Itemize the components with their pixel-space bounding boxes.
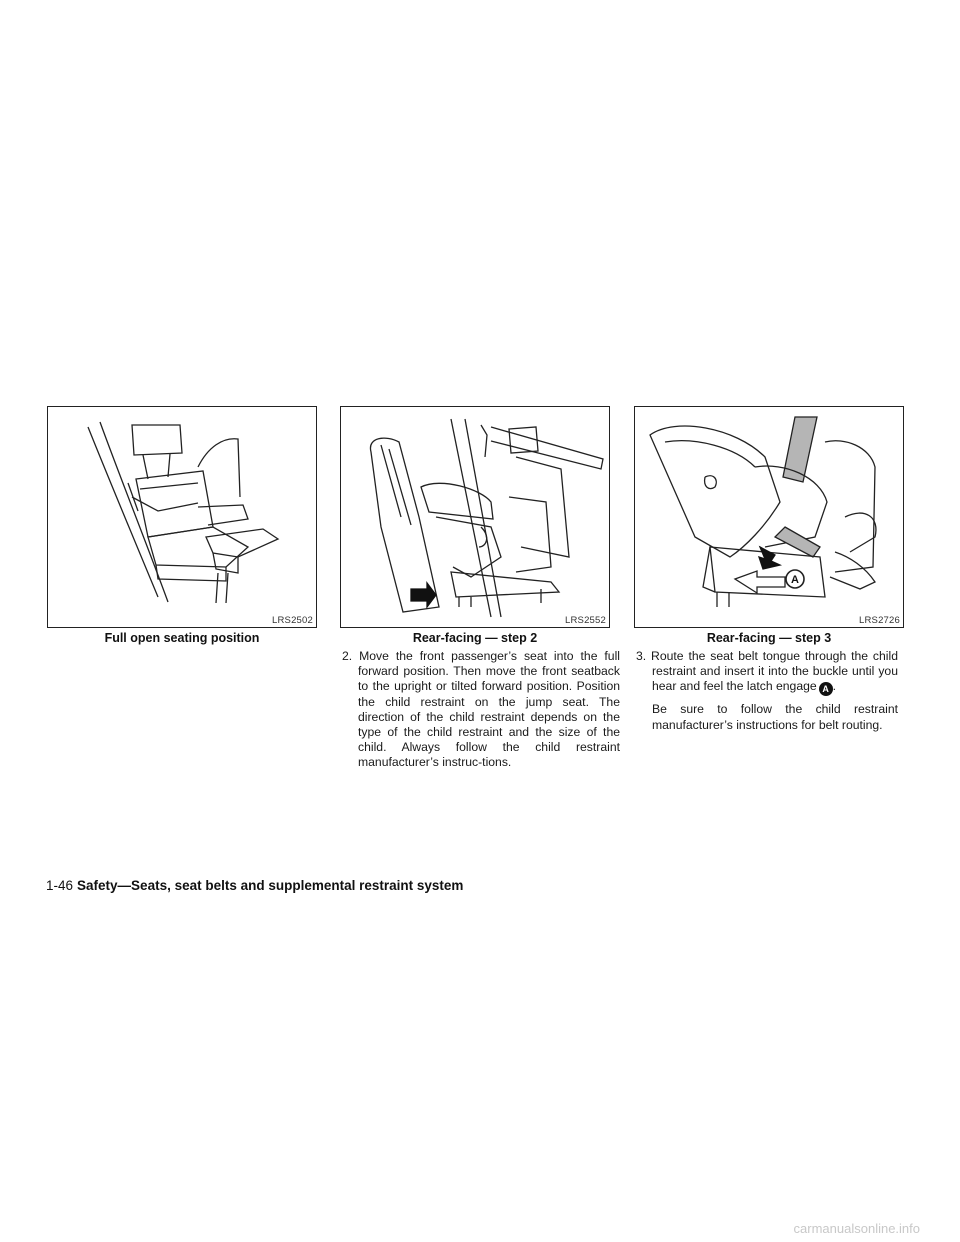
figure-rear-facing-step-3 — [634, 406, 904, 628]
page-number: 1-46 — [46, 878, 74, 893]
figure-rear-facing-step-2 — [340, 406, 610, 628]
figure-caption: Full open seating position — [104, 631, 260, 645]
figure-full-open-seating — [47, 406, 317, 628]
rear-jump-seat-illustration-icon — [48, 407, 316, 627]
step-2-paragraph: 2. Move the front passenger’s seat into the full forward position. Then move the front seatback to the upright or tilted forward position. Position the child restraint on the jump seat. The direction of the child restraint depends on the type of the child restraint and the size of the child. Always follow the child restraint manufacturer’s instruc-tions. — [342, 649, 620, 770]
figure-code: LRS2502 — [271, 615, 313, 626]
step-3-end: . — [832, 679, 837, 694]
step-3-note: Be sure to follow the child restraint manufacturer’s instructions for belt routing. — [652, 702, 898, 732]
figure-code: LRS2726 — [858, 615, 900, 626]
seat-belt-buckle-illustration-icon — [635, 407, 903, 627]
step-3-block — [636, 649, 898, 733]
page-footer — [46, 878, 463, 893]
svg-text:A: A — [791, 574, 799, 586]
figure-caption: Rear-facing — step 3 — [706, 631, 832, 645]
figure-code: LRS2552 — [564, 615, 606, 626]
figure-caption: Rear-facing — step 2 — [412, 631, 538, 645]
step-3-text: 3. Route the seat belt tongue through the child restraint and insert it into the buckle until you hear and feel the latch engage — [636, 649, 898, 694]
step-3-paragraph — [636, 649, 898, 696]
watermark: carmanualsonline.info — [793, 1221, 920, 1236]
section-title: Safety—Seats, seat belts and supplemental restraint system — [77, 878, 464, 893]
child-restraint-front-seat-illustration-icon — [341, 407, 609, 627]
callout-a-icon: A — [819, 682, 833, 696]
